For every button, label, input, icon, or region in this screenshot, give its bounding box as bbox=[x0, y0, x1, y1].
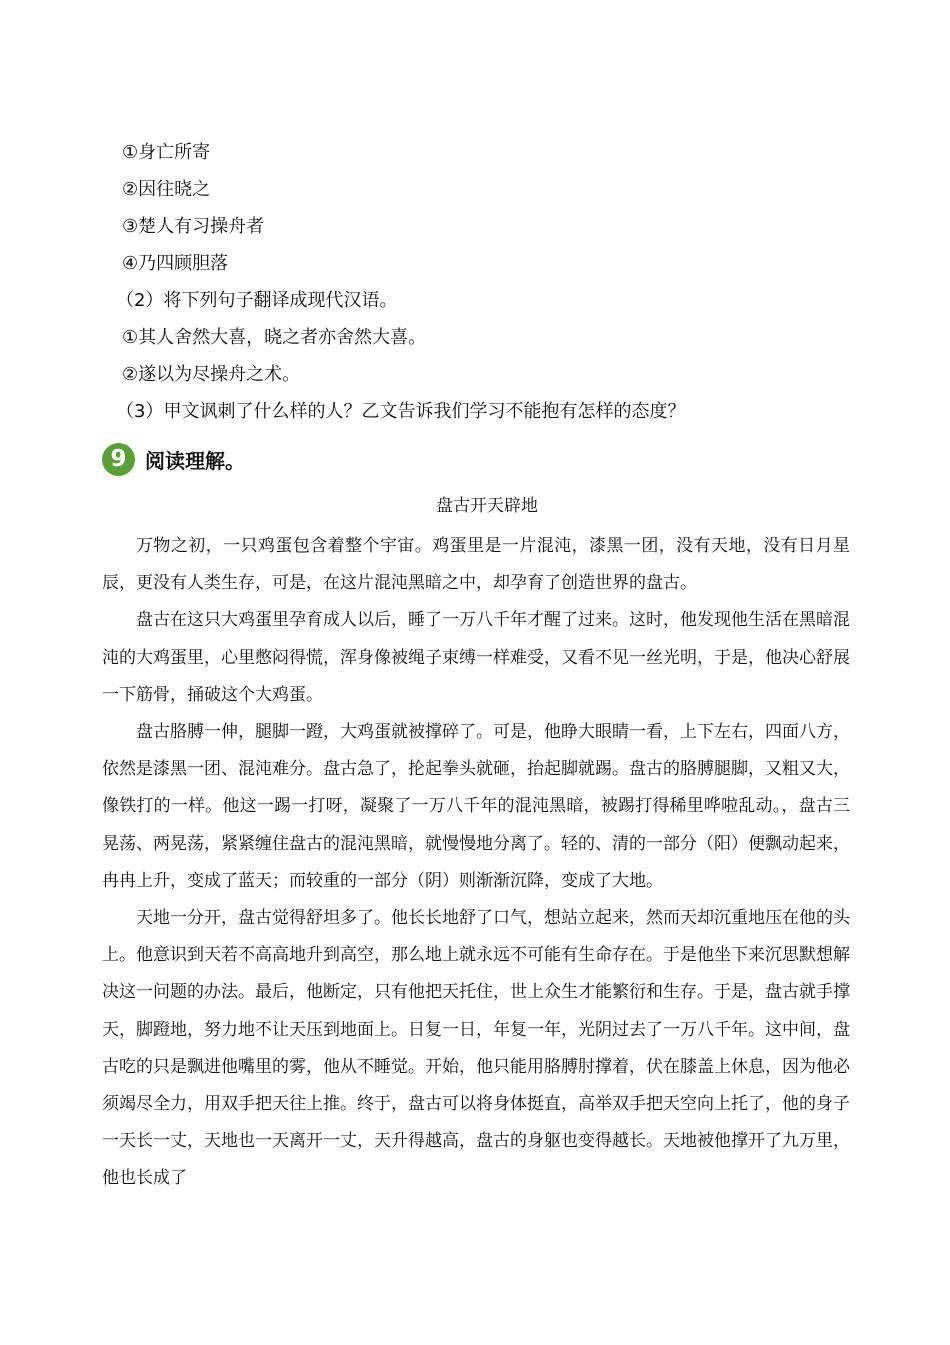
article-paragraph: 盘古胳膊一伸，腿脚一蹬，大鸡蛋就被撑碎了。可是，他睁大眼睛一看，上下左右，四面八方，依然是漆黑一团、混沌难分。盘古急了，抡起拳头就砸，抬起脚就踢。盘古的胳膊腿脚，又粗又大，像铁打的一样。他这一踢一打呀，凝聚了一万八千年的混沌黑暗，被踢打得稀里哗啦乱动。，盘古三晃荡、两晃荡，紧紧缠住盘古的混沌黑暗，就慢慢地分离了。轻的、清的一部分（阳）便飘动起来，冉冉上升，变成了蓝天；而较重的一部分（阴）则渐渐沉降，变成了大地。 bbox=[102, 722, 850, 891]
question-item: ②遂以为尽操舟之术。 bbox=[122, 364, 301, 385]
article-paragraph: 万物之初，一只鸡蛋包含着整个宇宙。鸡蛋里是一片混沌，漆黑一团，没有天地，没有日月星辰，更没有人类生存，可是，在这片混沌黑暗之中，却孕育了创造世界的盘古。 bbox=[102, 536, 850, 594]
article-title: 盘古开天辟地 bbox=[436, 496, 538, 516]
question-prompt: （2）将下列句子翻译成现代汉语。 bbox=[116, 290, 398, 311]
question-item: ①身亡所寄 bbox=[122, 142, 211, 163]
question-list bbox=[116, 134, 842, 430]
section-number-badge: 9 bbox=[102, 443, 135, 476]
question-prompt: （3）甲文讽刺了什么样的人？乙文告诉我们学习不能抱有怎样的态度？ bbox=[116, 401, 686, 422]
section-title: 阅读理解。 bbox=[145, 448, 245, 473]
article-paragraph: 天地一分开，盘古觉得舒坦多了。他长长地舒了口气，想站立起来，然而天却沉重地压在他的头上。他意识到天若不高高地升到高空，那么地上就永远不可能有生命存在。于是他坐下来沉思默想解决这一问题的办法。最后，他断定，只有他把天托住，世上众生才能繁衍和生存。于是，盘古就手撑天，脚蹬地，努力地不让天压到地面上。日复一日，年复一年，光阴过去了一万八千年。这中间，盘古吃的只是飘进他嘴里的雾，他从不睡觉。开始，他只能用胳膊肘撑着，伏在膝盖上休息，因为他必须竭尽全力，用双手把天往上推。终于，盘古可以将身体挺直，高举双手把天空向上托了，他的身子一天长一丈，天地也一天离开一丈，天升得越高，盘古的身躯也变得越长。天地被他撑开了九万里，他也长成了 bbox=[102, 908, 850, 1189]
article-paragraph: 盘古在这只大鸡蛋里孕育成人以后，睡了一万八千年才醒了过来。这时，他发现他生活在黑暗混沌的大鸡蛋里，心里憋闷得慌，浑身像被绳子束缚一样难受，又看不见一丝光明，于是，他决心舒展一下筋骨，捅破这个大鸡蛋。 bbox=[102, 610, 850, 705]
section-header bbox=[102, 441, 245, 477]
question-item: ①其人舍然大喜，晓之者亦舍然大喜。 bbox=[122, 327, 427, 348]
question-item: ④乃四顾胆落 bbox=[122, 253, 229, 274]
question-item: ②因往晓之 bbox=[122, 179, 211, 200]
question-item: ③楚人有习操舟者 bbox=[122, 216, 265, 237]
article-body bbox=[102, 528, 850, 1198]
